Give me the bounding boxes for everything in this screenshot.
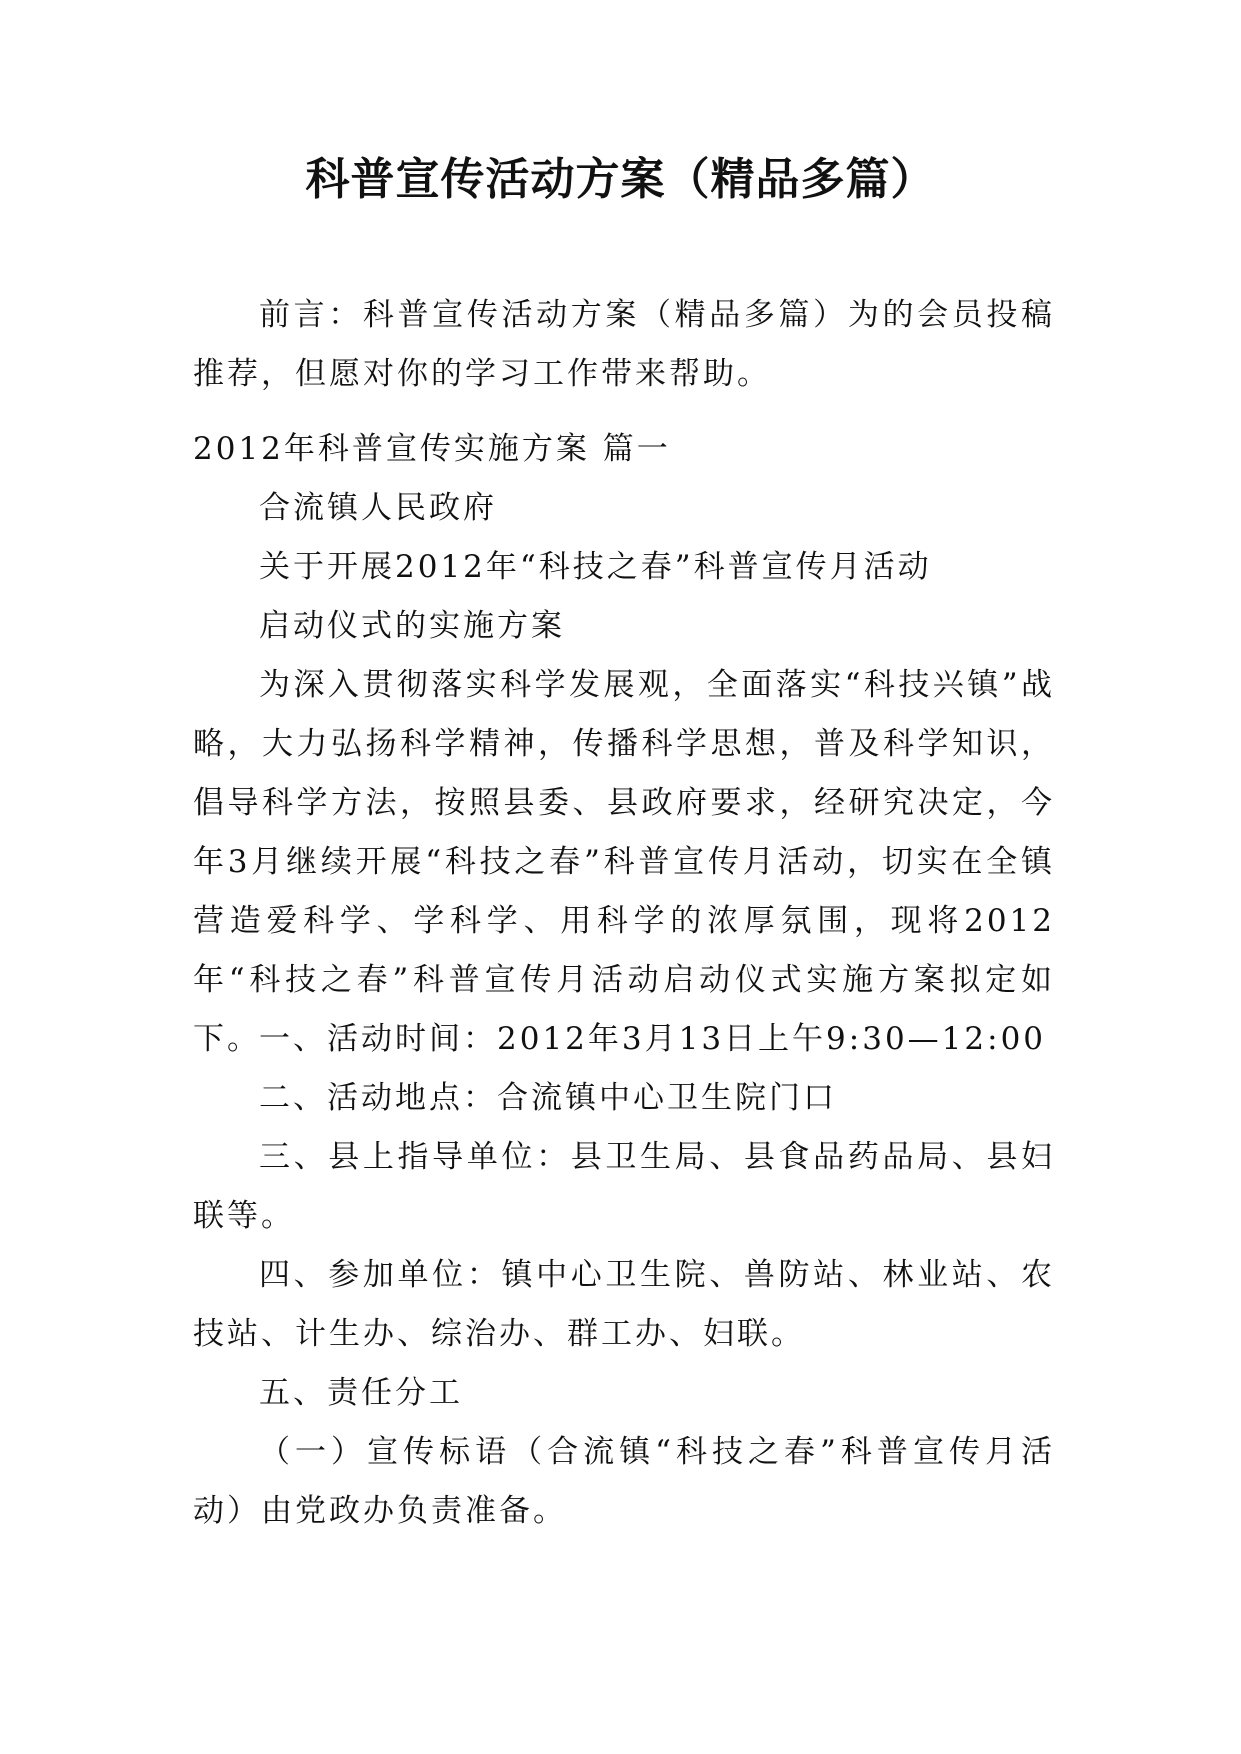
- org-name: 合流镇人民政府: [259, 490, 497, 526]
- body-paragraph: 为深入贯彻落实科学发展观，全面落实“科技兴镇”战略，大力弘扬科学精神，传播科学思想，普及科学知识，倡导科学方法，按照县委、县政府要求，经研究决定，今年3月继续开展“科技之春”科普宣传月活动，切实在全镇营造爱科学、学科学、用科学的浓厚氛围，现将2012年“科技之春”科普宣传月活动启动仪式实施方案拟定如下。: [193, 667, 1055, 1057]
- intro-paragraph: 前言：科普宣传活动方案（精品多篇）为的会员投稿推荐，但愿对你的学习工作带来帮助。: [193, 297, 1055, 392]
- section-heading: 2012年科普宣传实施方案 篇一: [193, 431, 671, 467]
- doc-title-line-2: 启动仪式的实施方案: [259, 608, 565, 644]
- item-duty-1: （一）宣传标语（合流镇“科技之春”科普宣传月活动）由党政办负责准备。: [193, 1434, 1055, 1529]
- item-time: 一、活动时间：2012年3月13日上午9:30—12:00: [259, 1021, 1047, 1057]
- item-duties: 五、责任分工: [259, 1375, 463, 1411]
- doc-title-line-1: 关于开展2012年“科技之春”科普宣传月活动: [259, 549, 932, 585]
- item-guidance: 三、县上指导单位：县卫生局、县食品药品局、县妇联等。: [193, 1139, 1055, 1234]
- document-title: 科普宣传活动方案（精品多篇）: [305, 154, 936, 205]
- item-participants: 四、参加单位：镇中心卫生院、兽防站、林业站、农技站、计生办、综治办、群工办、妇联。: [193, 1257, 1055, 1352]
- item-place: 二、活动地点：合流镇中心卫生院门口: [259, 1080, 837, 1116]
